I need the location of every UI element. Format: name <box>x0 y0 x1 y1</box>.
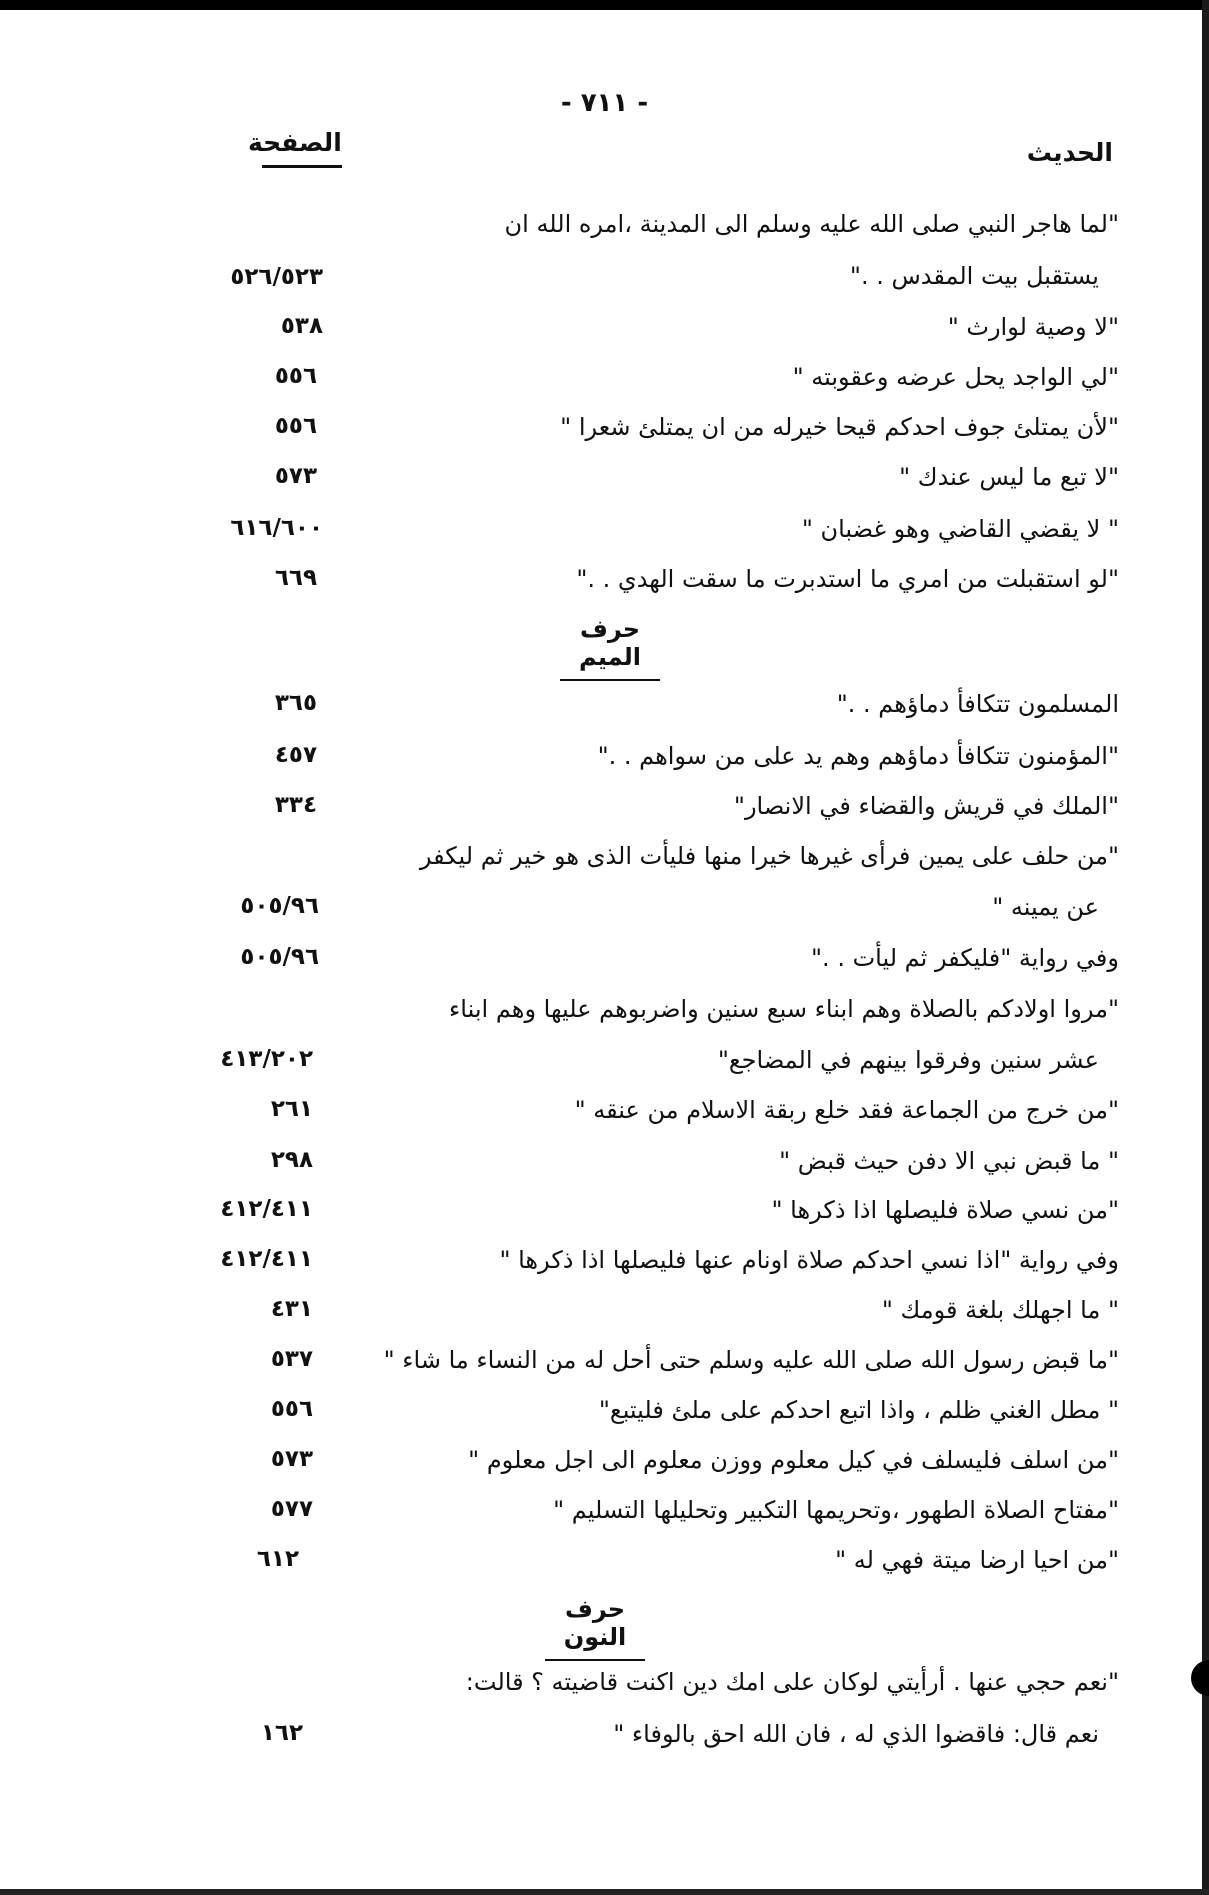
entry-page: ٥٧٣ <box>270 1446 313 1472</box>
entry-text: عشر سنين وفرقوا بينهم في المضاجع" <box>717 1046 1099 1074</box>
entry-text: وفي رواية "اذا نسي احدكم صلاة اونام عنها فليصلها اذا ذكرها " <box>499 1246 1119 1274</box>
entry-text: المسلمون تتكافأ دماؤهم . ." <box>836 690 1119 718</box>
entry-page: ٥٠٥/٩٦ <box>240 893 319 919</box>
page-number: - ٧١١ - <box>560 88 649 118</box>
entry-text: " لا يقضي القاضي وهو غضبان " <box>801 515 1119 543</box>
entry-page: ٢٩٨ <box>270 1147 313 1173</box>
entry-text: "مروا اولادكم بالصلاة وهم ابناء سبع سنين واضربوهم عليها وهم ابناء <box>449 995 1119 1023</box>
entry-page: ٥٥٦ <box>274 413 317 439</box>
header-hadith: الحديث <box>1027 138 1113 178</box>
scan-blot <box>1191 1660 1209 1696</box>
scan-edge-right <box>1202 0 1209 1895</box>
entry-page: ٦١٢ <box>256 1546 299 1572</box>
entry-page: ٤٣١ <box>270 1296 313 1322</box>
entry-page: ٥٥٦ <box>274 363 317 389</box>
entry-text: "ما قبض رسول الله صلى الله عليه وسلم حتى أحل له من النساء ما شاء " <box>383 1346 1119 1374</box>
entry-page: ٤١٢/٤١١ <box>220 1196 313 1222</box>
entry-page: ٥٣٧ <box>270 1346 313 1372</box>
entry-text: "لا تبع ما ليس عندك " <box>899 463 1119 491</box>
scan-edge-top <box>0 0 1209 10</box>
entry-text: "من خرج من الجماعة فقد خلع ربقة الاسلام من عنقه " <box>574 1096 1119 1124</box>
entry-text: عن يمينه " <box>992 893 1099 921</box>
section-heading-noon: حرف النون <box>535 1595 655 1661</box>
entry-page: ٥٧٧ <box>270 1496 313 1522</box>
entry-text: "من حلف على يمين فرأى غيرها خيرا منها فليأت الذى هو خير ثم ليكفر <box>419 842 1119 870</box>
entry-text: " ما قبض نبي الا دفن حيث قبض " <box>779 1147 1119 1175</box>
entry-page: ٥٧٣ <box>274 463 317 489</box>
entry-page: ٥٠٥/٩٦ <box>240 944 319 970</box>
entry-text: " ما اجهلك بلغة قومك " <box>881 1296 1119 1324</box>
entry-page: ٤١٢/٤١١ <box>220 1246 313 1272</box>
entry-text: وفي رواية "فليكفر ثم ليأت . ." <box>811 944 1119 972</box>
entry-text: "لو استقبلت من امري ما استدبرت ما سقت الهدي . ." <box>576 565 1119 593</box>
entry-page: ٤٥٧ <box>274 742 317 768</box>
entry-text: "المؤمنون تتكافأ دماؤهم وهم يد على من سواهم . ." <box>597 742 1119 770</box>
header-page: الصفحة <box>248 128 342 168</box>
entry-page: ٦١٦/٦٠٠ <box>230 515 323 541</box>
entry-page: ٢٦١ <box>270 1096 313 1122</box>
entry-text: "من احيا ارضا ميتة فهي له " <box>835 1546 1119 1574</box>
entry-text: "لما هاجر النبي صلى الله عليه وسلم الى المدينة ،امره الله ان <box>504 210 1119 238</box>
entry-page: ٤١٣/٢٠٢ <box>220 1046 313 1072</box>
entry-text: "الملك في قريش والقضاء في الانصار" <box>733 792 1119 820</box>
entry-text: "نعم حجي عنها . أرأيتي لوكان على امك دين اكنت قاضيته ؟ قالت: <box>465 1668 1119 1696</box>
entry-page: ٥٣٨ <box>280 313 323 339</box>
entry-text: "لأن يمتلئ جوف احدكم قيحا خيرله من ان يمتلئ شعرا " <box>560 413 1119 441</box>
entry-text: "من نسي صلاة فليصلها اذا ذكرها " <box>771 1196 1119 1224</box>
entry-text: نعم قال: فاقضوا الذي له ، فان الله احق بالوفاء " <box>613 1720 1099 1748</box>
entry-text: "من اسلف فليسلف في كيل معلوم ووزن معلوم الى اجل معلوم " <box>468 1446 1119 1474</box>
entry-page: ٣٣٤ <box>274 792 317 818</box>
scan-edge-bottom <box>0 1889 1209 1895</box>
entry-text: "لي الواجد يحل عرضه وعقوبته " <box>792 363 1119 391</box>
section-heading-meem: حرف الميم <box>550 615 670 681</box>
entry-page: ٣٦٥ <box>274 690 317 716</box>
entry-page: ٥٥٦ <box>270 1396 313 1422</box>
entry-page: ٥٢٦/٥٢٣ <box>230 264 323 290</box>
entry-page: ١٦٢ <box>260 1720 303 1746</box>
entry-text: "مفتاح الصلاة الطهور ،وتحريمها التكبير وتحليلها التسليم " <box>553 1496 1119 1524</box>
entry-page: ٦٦٩ <box>274 565 317 591</box>
entry-text: يستقبل بيت المقدس . ." <box>849 262 1099 290</box>
entry-text: "لا وصية لوارث " <box>947 313 1119 341</box>
entry-text: " مطل الغني ظلم ، واذا اتبع احدكم على ملئ فليتبع" <box>598 1396 1119 1424</box>
